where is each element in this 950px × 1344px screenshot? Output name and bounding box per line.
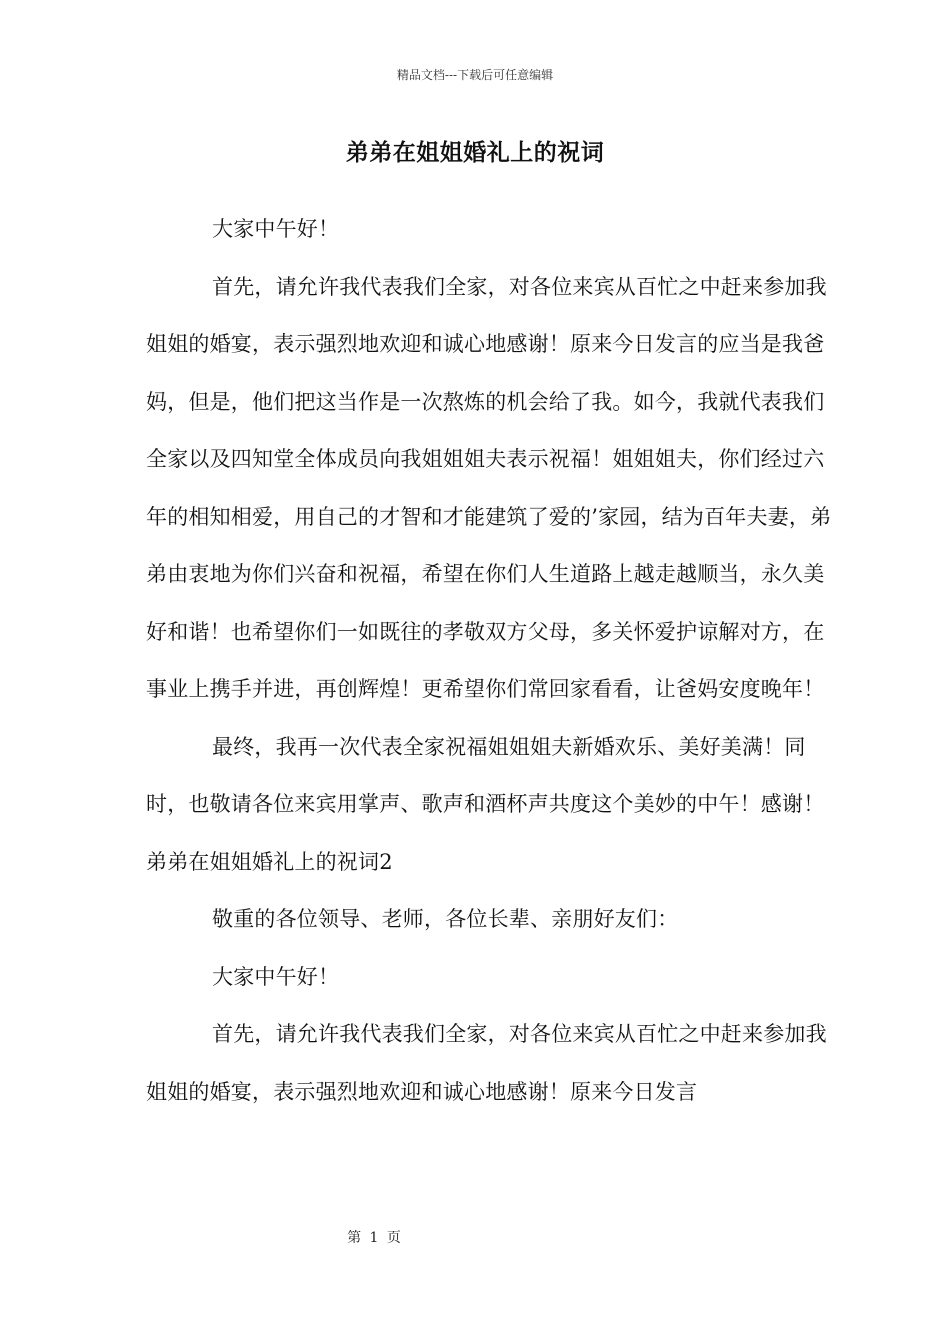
document-title: 弟弟在姐姐婚礼上的祝词 [345,139,605,166]
page-number: 第 1 页 [347,1230,403,1246]
paragraph-greeting: 大家中午好！ [212,217,340,241]
page-header: 精品文档---下载后可任意编辑 [396,68,554,82]
section-heading-2: 弟弟在姐姐婚礼上的祝词2 [146,849,393,874]
paragraph-salutation: 敬重的各位领导、老师，各位长辈、亲朋好友们： [212,907,679,931]
paragraph-main-2: 首先，请允许我代表我们全家，对各位来宾从百忙之中赶来参加我姐姐的婚宴，表示强烈地欢迎和诚心地感谢！原来今日发言 [146,1022,827,1104]
document-body [146,201,836,1121]
paragraph-main: 首先，请允许我代表我们全家，对各位来宾从百忙之中赶来参加我姐姐的婚宴，表示强烈地欢迎和诚心地感谢！原来今日发言的应当是我爸妈，但是，他们把这当作是一次熬炼的机会给了我。如今，我就代表我们全家以及四知堂全体成员向我姐姐姐夫表示祝福！姐姐姐夫，你们经过六年的相知相爱，用自己的才智和才能建筑了爱的’家园，结为百年夫妻，弟弟由衷地为你们兴奋和祝福，希望在你们人生道路上越走越顺当，永久美好和谐！也希望你们一如既往的孝敬双方父母，多关怀爱护谅解对方，在事业上携手并进，再创辉煌！更希望你们常回家看看，让爸妈安度晚年！ [146,274,832,701]
paragraph-greeting-2: 大家中午好！ [212,964,340,989]
paragraph-closing: 最终，我再一次代表全家祝福姐姐姐夫新婚欢乐、美好美满！同时，也敬请各位来宾用掌声、歌声和酒杯声共度这个美妙的中午！感谢！ [146,734,825,816]
